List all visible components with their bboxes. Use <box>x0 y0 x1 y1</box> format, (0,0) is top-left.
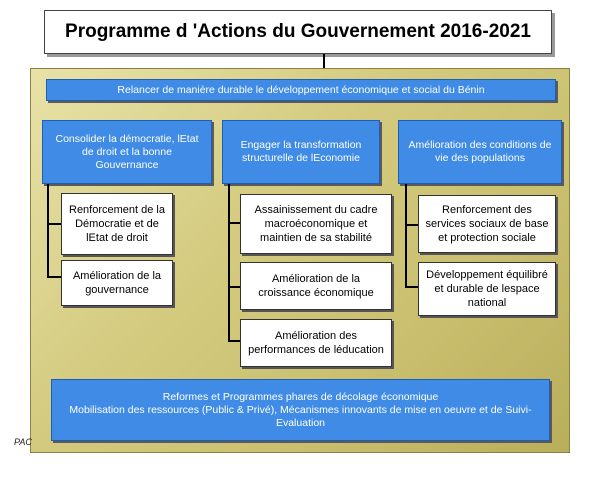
connector-col-3 <box>405 184 407 287</box>
pillar-box-2: Engager la transformation structurelle de lEconomie <box>222 120 380 184</box>
connector-col-2-item-3 <box>228 340 240 342</box>
connector-col-1-item-2 <box>47 276 61 278</box>
connector-col-1 <box>47 184 49 277</box>
pillar-1-item-2: Amélioration de la gouvernance <box>61 260 173 306</box>
connector-col-3-item-1 <box>405 224 419 226</box>
pillar-box-1: Consolider la démocratie, lEtat de droit et la bonne Gouvernance <box>42 120 212 184</box>
pillar-2-item-1: Assainissement du cadre macroéconomique et maintien de sa stabilité <box>240 194 392 254</box>
pillar-2-item-2: Amélioration de la croissance économique <box>240 262 392 310</box>
connector-col-2 <box>228 184 230 341</box>
pillar-3-item-1: Renforcement des services sociaux de base et protection sociale <box>418 195 556 253</box>
footer-line-2: Mobilisation des ressources (Public & Privé), Mécanismes innovants de mise en oeuvre et de Suivi-Evaluation <box>69 403 532 429</box>
connector-col-1-item-1 <box>47 223 61 225</box>
connector-col-2-item-2 <box>228 286 240 288</box>
corner-label: PAC <box>14 437 32 447</box>
pillar-box-3: Amélioration des conditions de vie des populations <box>398 120 562 184</box>
connector-col-2-item-1 <box>228 222 240 224</box>
pillar-2-item-3: Amélioration des performances de léducation <box>240 319 392 367</box>
footer-line-1: Reformes et Programmes phares de décolage économique <box>162 390 439 403</box>
pillar-1-item-1: Renforcement de la Démocratie et de lEtat de droit <box>61 193 173 255</box>
footer-box <box>51 379 550 441</box>
diagram-title: Programme d 'Actions du Gouvernement 2016-2021 <box>44 10 552 54</box>
pillar-3-item-2: Développement équilibré et durable de lespace national <box>418 262 556 316</box>
objective-banner: Relancer de manière durable le développement économique et social du Bénin <box>46 79 556 101</box>
connector-col-3-item-2 <box>405 286 419 288</box>
